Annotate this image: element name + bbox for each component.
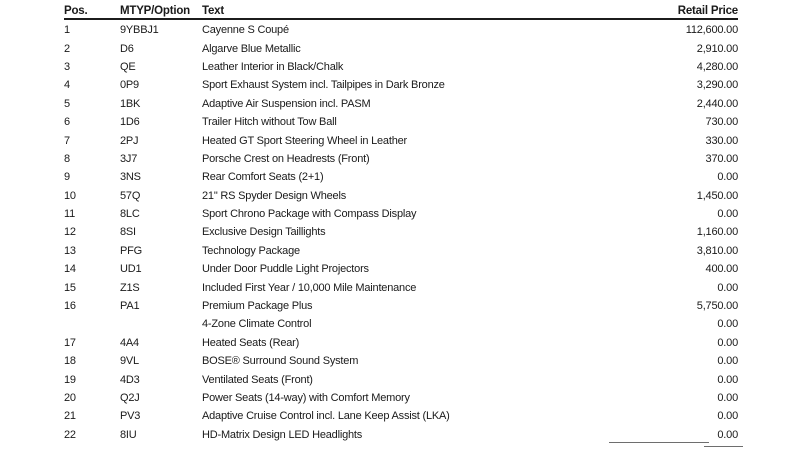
cell-pos: 6	[64, 116, 70, 129]
cell-code: 0P9	[120, 79, 139, 92]
cell-pos: 9	[64, 171, 70, 184]
column-header-pos: Pos.	[64, 5, 88, 17]
cell-price: 730.00	[705, 116, 738, 129]
table-row	[64, 113, 738, 131]
table-row	[64, 39, 738, 57]
cell-price: 4,280.00	[696, 60, 738, 73]
cell-price: 0.00	[717, 373, 738, 386]
cell-pos: 8	[64, 152, 70, 165]
cell-code: 9VL	[120, 355, 139, 368]
table-row	[64, 168, 738, 186]
cell-pos: 12	[64, 226, 76, 239]
cell-pos: 11	[64, 208, 76, 221]
table-row	[64, 76, 738, 94]
last-price-underline	[704, 446, 743, 447]
cell-text: Porsche Crest on Headrests (Front)	[202, 152, 370, 165]
cell-text: Leather Interior in Black/Chalk	[202, 60, 344, 73]
table-row	[64, 21, 738, 39]
cell-text: Under Door Puddle Light Projectors	[202, 263, 369, 276]
cell-code: 8LC	[120, 208, 140, 221]
cell-text: 4-Zone Climate Control	[202, 318, 312, 331]
cell-code: 8SI	[120, 226, 136, 239]
column-header-text: Text	[202, 5, 224, 17]
cell-code: 2PJ	[120, 134, 139, 147]
table-row	[64, 223, 738, 241]
cell-price: 5,750.00	[696, 300, 738, 313]
cell-price: 3,290.00	[696, 79, 738, 92]
column-header-price: Retail Price	[677, 5, 738, 17]
cell-text: Exclusive Design Taillights	[202, 226, 326, 239]
table-header-row	[64, 5, 738, 20]
cell-pos: 19	[64, 373, 76, 386]
cell-price: 1,160.00	[696, 226, 738, 239]
cell-pos: 21	[64, 410, 76, 423]
cell-pos: 17	[64, 336, 76, 349]
column-header-code: MTYP/Option	[120, 5, 190, 17]
cell-text: Cayenne S Coupé	[202, 24, 289, 37]
table-row	[64, 352, 738, 370]
cell-price: 2,440.00	[696, 97, 738, 110]
cell-code: Z1S	[120, 281, 140, 294]
total-sum-rule	[609, 442, 709, 443]
cell-text: Trailer Hitch without Tow Ball	[202, 116, 337, 129]
cell-price: 0.00	[717, 281, 738, 294]
cell-text: Heated GT Sport Steering Wheel in Leather	[202, 134, 407, 147]
cell-pos: 7	[64, 134, 70, 147]
cell-text: Adaptive Cruise Control incl. Lane Keep Assist (LKA)	[202, 410, 450, 423]
cell-price: 330.00	[705, 134, 738, 147]
options-table	[64, 5, 738, 444]
cell-code: 3J7	[120, 152, 138, 165]
cell-price: 112,600.00	[685, 24, 738, 37]
cell-pos: 14	[64, 263, 76, 276]
cell-text: Power Seats (14-way) with Comfort Memory	[202, 392, 410, 404]
table-row	[64, 389, 738, 407]
table-row	[64, 370, 738, 388]
cell-text: 21" RS Spyder Design Wheels	[202, 189, 347, 202]
cell-text: Algarve Blue Metallic	[202, 42, 301, 55]
cell-code: D6	[120, 42, 134, 55]
cell-pos: 16	[64, 300, 76, 313]
cell-code: 8IU	[120, 428, 137, 441]
cell-text: Technology Package	[202, 244, 300, 257]
cell-price: 0.00	[717, 392, 738, 404]
cell-price: 0.00	[717, 171, 738, 184]
cell-code: 4A4	[120, 336, 139, 349]
cell-code: PV3	[120, 410, 141, 423]
table-row	[64, 278, 738, 296]
cell-price: 0.00	[717, 318, 738, 331]
cell-price: 0.00	[717, 410, 738, 423]
cell-code: PA1	[120, 300, 140, 313]
cell-pos: 2	[64, 42, 70, 55]
table-row	[64, 58, 738, 76]
table-row	[64, 95, 738, 113]
cell-pos: 22	[64, 428, 76, 441]
cell-code: QE	[120, 60, 136, 73]
table-row	[64, 205, 738, 223]
cell-text: Sport Exhaust System incl. Tailpipes in Dark Bronze	[202, 79, 445, 92]
cell-pos: 4	[64, 79, 70, 92]
table-row	[64, 334, 738, 352]
cell-code: 1BK	[120, 97, 141, 110]
cell-text: HD-Matrix Design LED Headlights	[202, 428, 363, 441]
cell-code: 4D3	[120, 373, 140, 386]
cell-price: 0.00	[717, 336, 738, 349]
cell-code: Q2J	[120, 392, 140, 404]
cell-pos: 20	[64, 392, 76, 404]
table-row	[64, 150, 738, 168]
cell-pos: 5	[64, 97, 70, 110]
cell-pos: 15	[64, 281, 76, 294]
cell-pos: 18	[64, 355, 76, 368]
table-row	[64, 260, 738, 278]
cell-pos: 10	[64, 189, 76, 202]
cell-text: Premium Package Plus	[202, 300, 313, 313]
table-row	[64, 242, 738, 260]
cell-code: 57Q	[120, 189, 141, 202]
cell-price: 0.00	[717, 428, 738, 441]
cell-price: 0.00	[717, 208, 738, 221]
cell-text: Included First Year / 10,000 Mile Maintenance	[202, 281, 417, 294]
cell-text: Adaptive Air Suspension incl. PASM	[202, 97, 371, 110]
cell-code: PFG	[120, 244, 143, 257]
table-row	[64, 297, 738, 315]
cell-pos: 13	[64, 244, 76, 257]
table-row	[64, 131, 738, 149]
cell-text: Ventilated Seats (Front)	[202, 373, 313, 386]
table-row	[64, 187, 738, 205]
table-row	[64, 315, 738, 333]
cell-text: Heated Seats (Rear)	[202, 336, 300, 349]
cell-price: 0.00	[717, 355, 738, 368]
cell-code: 3NS	[120, 171, 141, 184]
cell-price: 1,450.00	[696, 189, 738, 202]
table-body	[64, 21, 738, 444]
cell-code: 9YBBJ1	[120, 24, 159, 37]
cell-price: 400.00	[705, 263, 738, 276]
table-row	[64, 407, 738, 425]
cell-code: UD1	[120, 263, 142, 276]
cell-price: 3,810.00	[696, 244, 738, 257]
cell-pos: 3	[64, 60, 70, 73]
cell-price: 2,910.00	[696, 42, 738, 55]
cell-text: Sport Chrono Package with Compass Display	[202, 208, 417, 221]
cell-price: 370.00	[705, 152, 738, 165]
cell-text: BOSE® Surround Sound System	[202, 355, 359, 368]
cell-text: Rear Comfort Seats (2+1)	[202, 171, 324, 184]
cell-code: 1D6	[120, 116, 140, 129]
cell-pos: 1	[64, 24, 70, 37]
